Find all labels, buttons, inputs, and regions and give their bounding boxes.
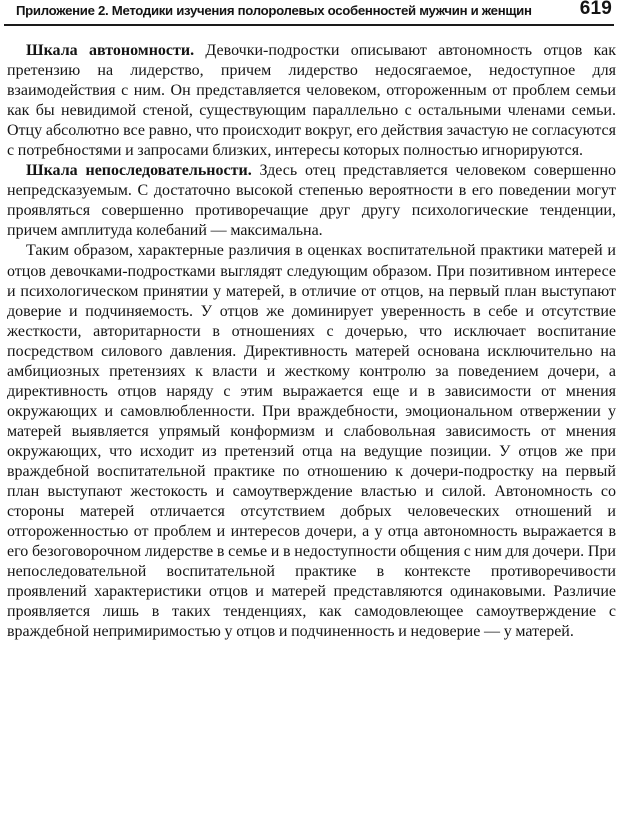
paragraph-text: Девочки-подростки описывают автономность отцов как претензию на лидерство, причем лидерство недосягаемое, недоступное для взаимодействия с ним. Он представляется человеком, отгороженным от проблем семьи как бы невидимой стеной, существующим параллельно с остальными членами семьи. Отцу абсолютно все равно, что происходит вокруг, его действия зачастую не согласуются с потребностями и запросами близких, интересы которых полностью игнорируются. (7, 42, 616, 160)
paragraph-summary (7, 241, 616, 642)
paragraph-inconsistency-scale (7, 161, 616, 241)
paragraph-autonomy-scale (7, 41, 616, 161)
paragraph-heading: Шкала непоследовательности. (26, 162, 252, 180)
body-text (7, 41, 616, 642)
paragraph-text: Таким образом, характерные различия в оценках воспитательной практики матерей и отцов девочками-подростками выглядят следующим образом. При позитивном интересе и психологическом принятии у матерей, в отличие от отцов, на первый план выступают доверие и подчиняемость. У отцов же доминирует уверенность в себе и отсутствие жесткости, авторитарности в отношениях с дочерью, что исключает воспитание посредством силового давления. Директивность матерей основана исключительно на амбициозных претензиях к власти и жесткому контролю за поведением дочери, а директивность отцов наряду с этим выражается еще и в зависимости от мнения окружающих и самовлюбленности. При враждебности, эмоциональном отвержении у матерей выявляется упрямый конформизм и слабовольная зависимость от мнения окружающих, что исходит из претензий отца на ведущие позиции. У отцов же при враждебной воспитательной практике по отношению к дочери-подростку на первый план выступают жестокость и самоутверждение властью и силой. Автономность со стороны матерей отличается отсутствием добрых человеческих отношений и отгороженностью от проблем и интересов дочери, а у отца автономность выражается в его безоговорочном лидерстве в семье и в недоступности общения с ним для дочери. При непоследовательной воспитательной практике в контексте противоречивости проявлений характеристики отцов и матерей представляются одинаковыми. Различие проявляется лишь в таких тенденциях, как самодовлеющее самоутверждение с враждебной непримиримостью у отцов и подчиненность и недоверие — у матерей. (7, 242, 616, 641)
running-header (4, 0, 614, 26)
paragraph-text: Здесь отец представляется человеком совершенно непредсказуемым. С достаточно высокой степенью вероятности в его поведении могут проявляться совершенно противоречащие друг другу психологические тенденции, причем амплитуда колебаний — максимальна. (7, 162, 617, 240)
header-title: Приложение 2. Методики изучения полоролевых особенностей мужчин и женщин (16, 3, 532, 18)
page-number: 619 (579, 0, 612, 19)
paragraph-heading: Шкала автономности. (26, 42, 195, 59)
